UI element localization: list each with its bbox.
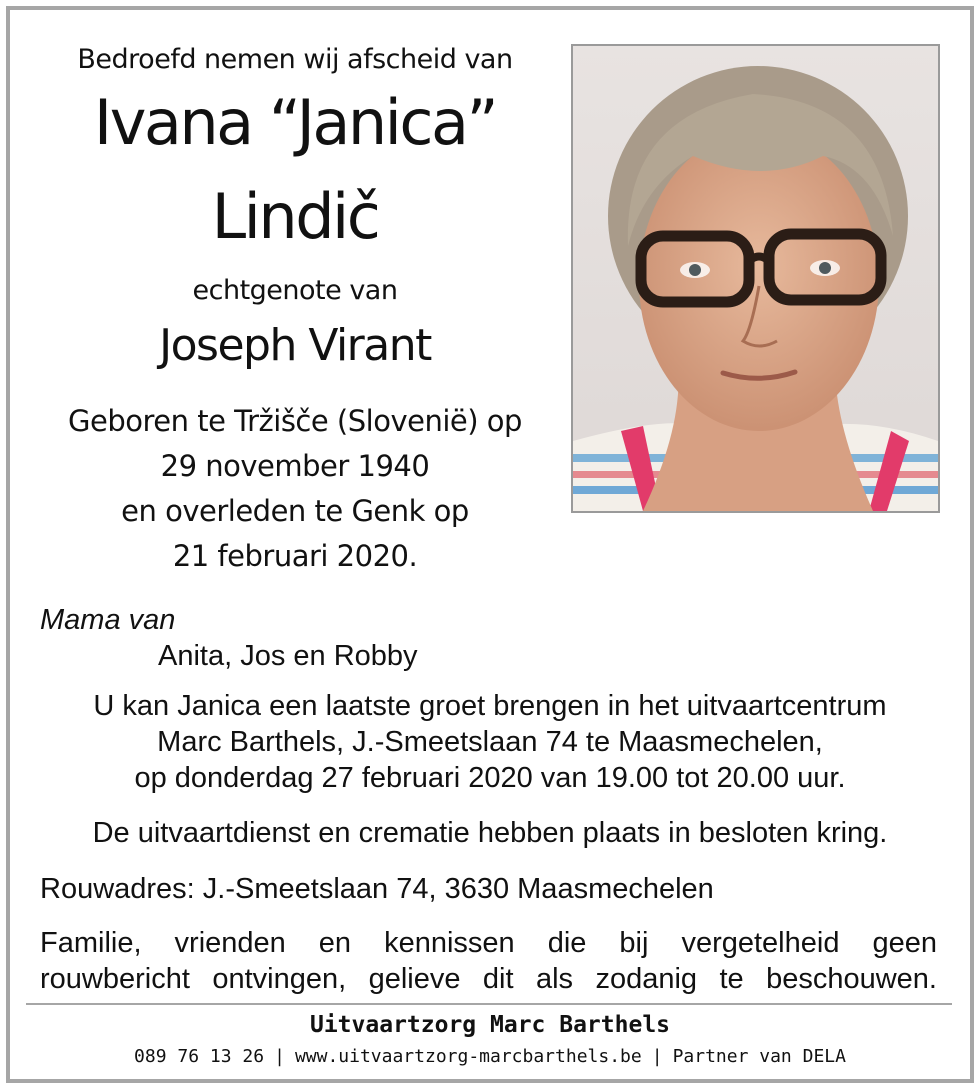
intro-text: Bedroefd nemen wij afscheid van [77,44,513,75]
visitation-line1: U kan Janica een laatste groet brengen in het uitvaartcentrum [93,690,887,722]
visitation-line2: Marc Barthels, J.-Smeetslaan 74 te Maasmechelen, [157,726,823,758]
website-link[interactable]: www.uitvaartzorg-marcbarthels.be [294,1046,642,1067]
funeral-company: Uitvaartzorg Marc Barthels [309,1012,671,1038]
deceased-name-line2: Lindič [211,180,379,253]
portrait-photo [571,44,940,513]
service-info: De uitvaartdienst en crematie hebben plaats in besloten kring. [92,817,888,849]
separator: | [651,1046,663,1067]
death-place: en overleden te Genk op [121,494,469,528]
birth-date: 29 november 1940 [160,449,430,483]
children-names: Anita, Jos en Robby [158,640,418,672]
children-label: Mama van [40,604,176,636]
death-date: 21 februari 2020. [172,539,418,573]
visitation-line3: op donderdag 27 februari 2020 van 19.00 tot 20.00 uur. [134,762,846,794]
family-note-line2: rouwbericht ontvingen, gelieve dit als zodanig te beschouwen. [40,963,937,995]
footer-contact [0,1046,980,1067]
family-note-line1: Familie, vrienden en kennissen die bij vergetelheid geen [40,927,937,959]
birth-place: Geboren te Tržišče (Slovenië) op [68,404,522,438]
mourning-address: Rouwadres: J.-Smeetslaan 74, 3630 Maasmechelen [40,873,714,905]
deceased-name-line1: Ivana “Janica” [93,86,497,159]
phone-number: 089 76 13 26 [134,1046,265,1067]
spouse-label: echtgenote van [192,275,398,306]
separator: | [274,1046,285,1067]
spouse-name: Joseph Virant [159,320,431,371]
footer-divider [26,1003,952,1005]
partner-text: Partner van DELA [672,1046,846,1067]
